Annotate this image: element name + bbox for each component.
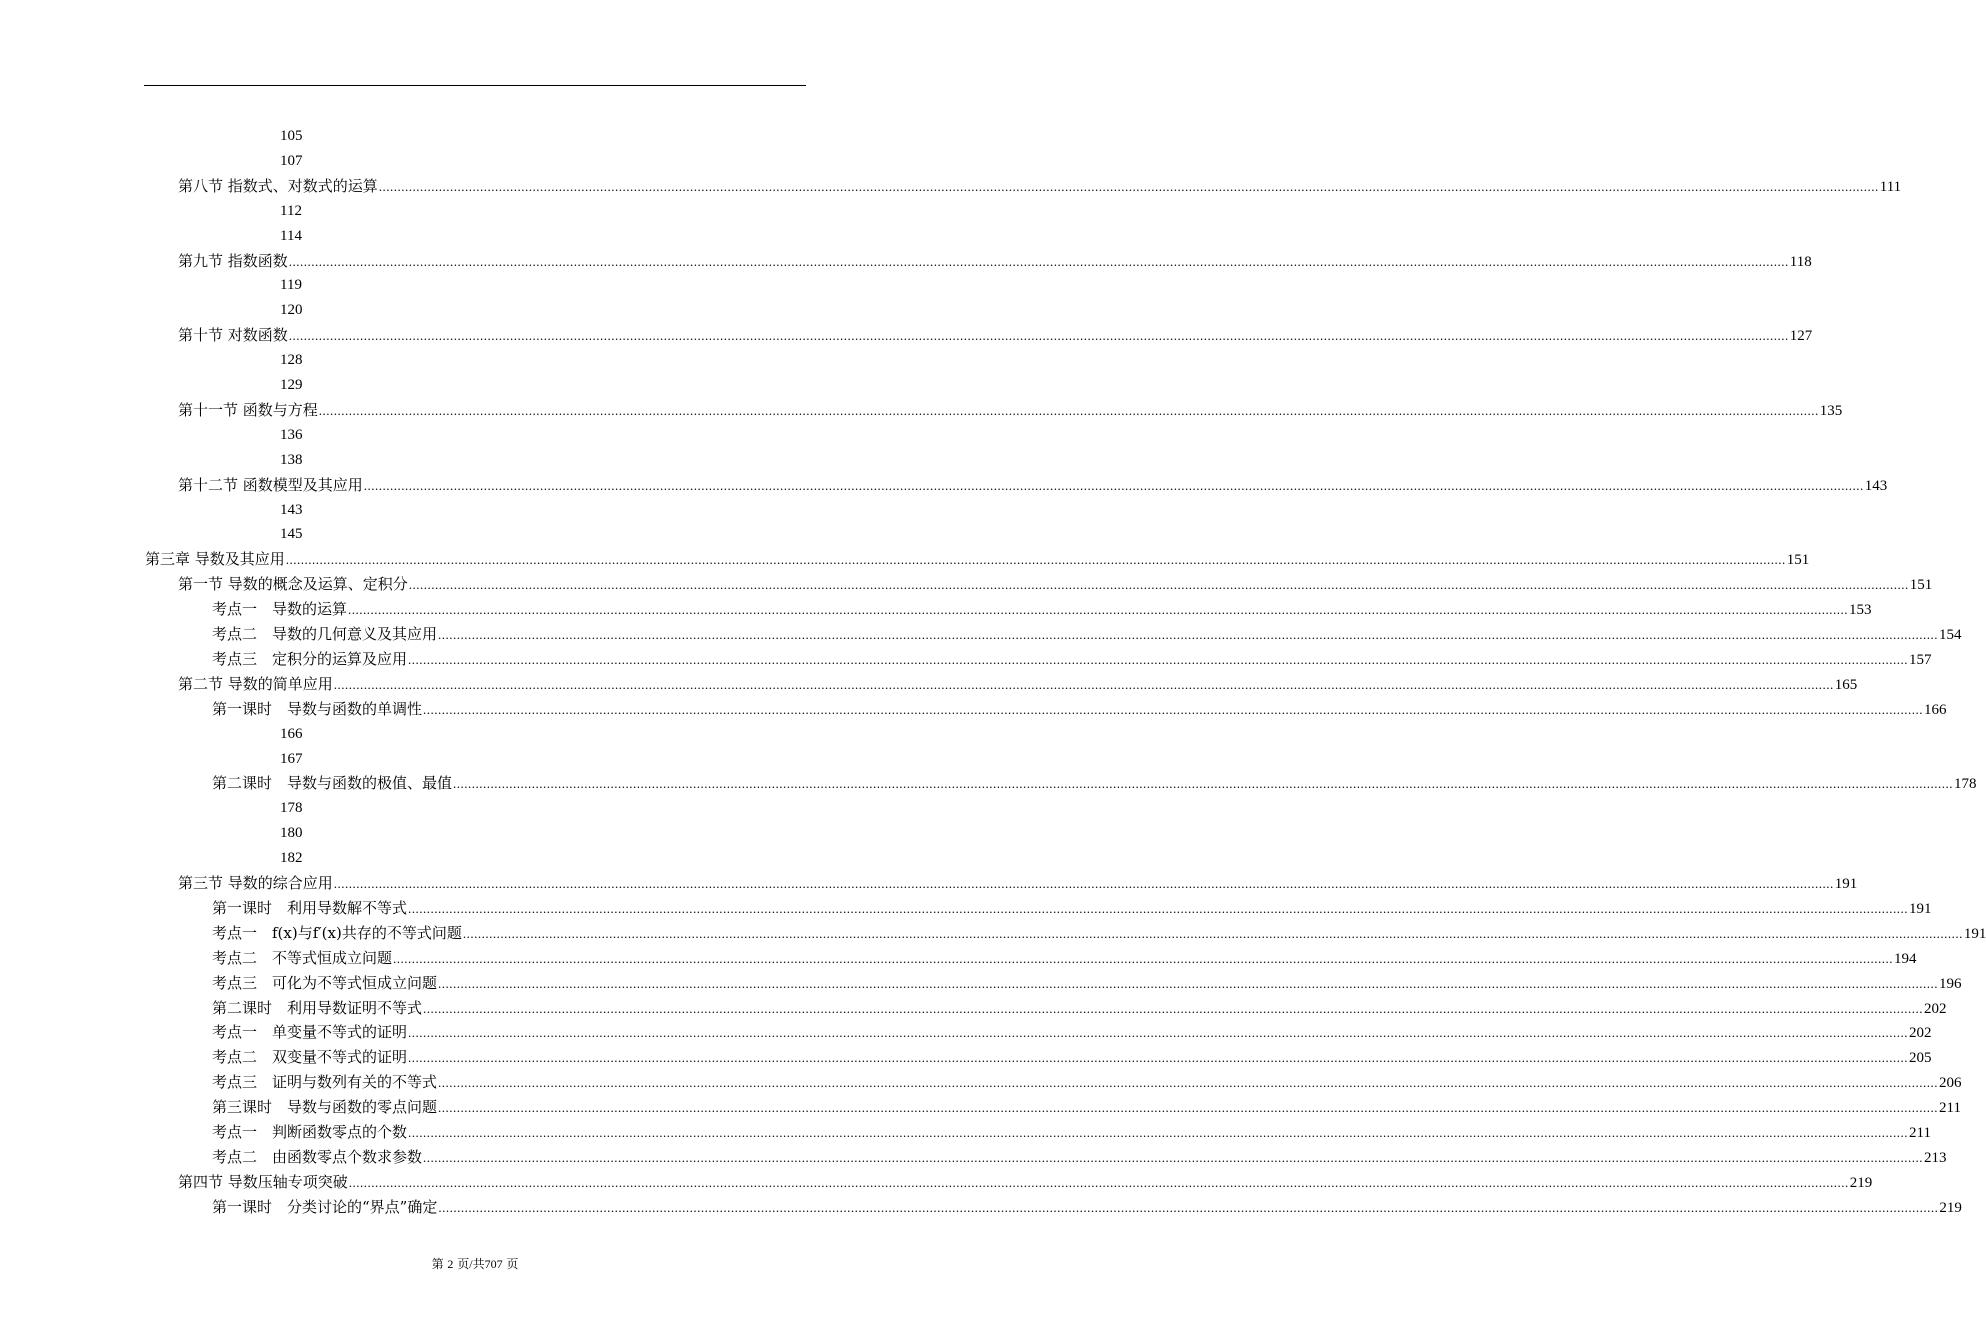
toc-dot-leader: ................................................................................................................................................................................................................................................................................................................................................................................................................ [318, 402, 1819, 418]
toc-section-entry[interactable] [178, 572, 1933, 596]
toc-entry-page: 153 [1849, 602, 1872, 619]
toc-subsection-entry[interactable] [212, 1095, 1961, 1119]
toc-dot-leader: ................................................................................................................................................................................................................................................................................................................................................................................................................ [438, 627, 1939, 642]
footer-total-pages: 707 [484, 1257, 503, 1271]
toc-subsection-entry[interactable] [212, 647, 1932, 671]
toc-page-number-entry[interactable] [280, 373, 303, 397]
toc-entry-title: 第二课时 导数与函数的极值、最值 [212, 774, 453, 793]
toc-entry-title: 第八节 指数式、对数式的运算 [178, 176, 378, 195]
toc-page-number: 138 [280, 451, 303, 468]
toc-page-number: 112 [280, 202, 302, 219]
toc-subsection-entry[interactable] [212, 971, 1962, 995]
toc-section-entry[interactable] [178, 473, 1888, 497]
toc-subsection-entry[interactable] [212, 896, 1932, 920]
toc-dot-leader: ................................................................................................................................................................................................................................................................................................................................................................................................................ [408, 651, 1909, 667]
toc-entry-title: 第一课时 分类讨论的“界点”确定 [212, 1197, 438, 1216]
toc-subsection-entry[interactable] [212, 771, 1977, 795]
toc-page-number: 114 [280, 227, 302, 244]
toc-page-number-entry[interactable] [280, 224, 302, 248]
toc-entry-title: 考点一 判断函数零点的个数 [212, 1123, 408, 1141]
toc-page-number: 167 [280, 750, 303, 767]
toc-entry-page: 213 [1924, 1149, 1947, 1166]
toc-dot-leader: ................................................................................................................................................................................................................................................................................................................................................................................................................ [408, 1050, 1909, 1066]
toc-entry-page: 111 [1879, 178, 1902, 195]
toc-entry-page: 211 [1909, 1125, 1931, 1141]
toc-entry-page: 118 [1789, 253, 1812, 270]
toc-entry-page: 196 [1939, 975, 1962, 992]
footer-prefix: 第 [431, 1257, 444, 1271]
toc-subsection-entry[interactable] [212, 622, 1962, 646]
toc-dot-leader: ................................................................................................................................................................................................................................................................................................................................................................................................................ [378, 178, 1879, 194]
header-rule [144, 85, 806, 86]
toc-page-number-entry[interactable] [280, 348, 303, 372]
toc-entry-page: 151 [1786, 552, 1810, 569]
toc-dot-leader: ................................................................................................................................................................................................................................................................................................................................................................................................................ [438, 1075, 1939, 1091]
toc-entry-title: 考点二 双变量不等式的证明 [212, 1048, 408, 1067]
toc-dot-leader: ................................................................................................................................................................................................................................................................................................................................................................................................................ [453, 776, 1954, 792]
toc-entry-title: 第二课时 利用导数证明不等式 [212, 998, 423, 1017]
toc-entry-page: 202 [1909, 1025, 1932, 1042]
toc-subsection-entry[interactable] [212, 1020, 1932, 1044]
toc-page-number-entry[interactable] [280, 522, 303, 546]
toc-page-number: 145 [280, 526, 303, 543]
toc-entry-page: 166 [1924, 701, 1947, 718]
toc-section-entry[interactable] [178, 672, 1858, 696]
page-footer [0, 1255, 950, 1272]
toc-page-number-entry[interactable] [280, 199, 302, 223]
toc-page-number: 128 [280, 352, 303, 369]
toc-page-number: 120 [280, 302, 303, 319]
toc-page-number: 178 [280, 800, 303, 817]
toc-entry-page: 194 [1894, 950, 1917, 967]
toc-entry-title: 第三章 导数及其应用 [145, 550, 285, 569]
toc-entry-title: 第一课时 利用导数解不等式 [212, 898, 408, 917]
toc-dot-leader: ................................................................................................................................................................................................................................................................................................................................................................................................................ [408, 577, 1909, 593]
toc-entry-title: 第一节 导数的概念及运算、定积分 [178, 575, 408, 594]
toc-dot-leader: ................................................................................................................................................................................................................................................................................................................................................................................................................ [423, 1000, 1924, 1016]
toc-page-number: 182 [280, 850, 303, 867]
toc-entry-page: 151 [1909, 577, 1933, 594]
toc-entry-page: 219 [1849, 1174, 1873, 1191]
toc-subsection-entry[interactable] [212, 996, 1947, 1020]
toc-entry-page: 219 [1939, 1199, 1962, 1216]
toc-entry-page: 206 [1939, 1075, 1962, 1092]
toc-dot-leader: ................................................................................................................................................................................................................................................................................................................................................................................................................ [408, 1125, 1909, 1140]
toc-dot-leader: ................................................................................................................................................................................................................................................................................................................................................................................................................ [285, 552, 1786, 568]
toc-page-number: 107 [280, 152, 303, 169]
toc-dot-leader: ................................................................................................................................................................................................................................................................................................................................................................................................................ [438, 1199, 1939, 1215]
toc-entry-title: 考点三 定积分的运算及应用 [212, 649, 408, 668]
footer-current-page: 2 [447, 1257, 454, 1271]
toc-page-number: 129 [280, 377, 303, 393]
toc-subsection-entry[interactable] [212, 946, 1917, 970]
toc-entry-title: 考点一 导数的运算 [212, 600, 348, 619]
toc-page-number-entry[interactable] [280, 149, 303, 173]
toc-page-number-entry[interactable] [280, 722, 303, 746]
toc-entry-title: 第十节 对数函数 [178, 326, 288, 345]
toc-dot-leader: ................................................................................................................................................................................................................................................................................................................................................................................................................ [363, 477, 1864, 493]
toc-section-entry[interactable] [178, 323, 1813, 347]
toc-entry-title: 考点一 f(x)与f′(x)共存的不等式问题 [212, 923, 462, 942]
toc-entry-page: 202 [1924, 1000, 1947, 1017]
toc-subsection-entry[interactable] [212, 597, 1872, 621]
toc-page-number: 136 [280, 426, 303, 443]
toc-page-number: 143 [280, 501, 303, 518]
toc-chapter-entry[interactable] [145, 547, 1810, 571]
toc-entry-title: 第四节 导数压轴专项突破 [178, 1172, 348, 1191]
toc-dot-leader: ................................................................................................................................................................................................................................................................................................................................................................................................................ [348, 1174, 1849, 1190]
toc-section-entry[interactable] [178, 398, 1843, 422]
toc-entry-title: 第三课时 导数与函数的零点问题 [212, 1098, 438, 1117]
toc-dot-leader: ................................................................................................................................................................................................................................................................................................................................................................................................................ [438, 975, 1939, 991]
toc-dot-leader: ................................................................................................................................................................................................................................................................................................................................................................................................................ [288, 328, 1789, 344]
toc-entry-title: 考点三 证明与数列有关的不等式 [212, 1073, 438, 1092]
toc-dot-leader: ................................................................................................................................................................................................................................................................................................................................................................................................................ [333, 676, 1834, 692]
toc-subsection-entry[interactable] [212, 1070, 1962, 1094]
toc-dot-leader: ................................................................................................................................................................................................................................................................................................................................................................................................................ [393, 950, 1894, 966]
toc-entry-title: 考点二 不等式恒成立问题 [212, 948, 393, 967]
toc-entry-page: 191 [1963, 925, 1986, 942]
toc-entry-page: 154 [1939, 627, 1962, 643]
toc-page-number: 180 [280, 825, 303, 842]
toc-page-number-entry[interactable] [280, 273, 302, 297]
toc-dot-leader: ................................................................................................................................................................................................................................................................................................................................................................................................................ [462, 925, 1963, 941]
toc-entry-page: 191 [1834, 876, 1858, 892]
toc-page-number-entry[interactable] [280, 796, 303, 820]
toc-page-number-entry[interactable] [280, 448, 303, 472]
toc-dot-leader: ................................................................................................................................................................................................................................................................................................................................................................................................................ [333, 876, 1834, 891]
toc-dot-leader: ................................................................................................................................................................................................................................................................................................................................................................................................................ [408, 1025, 1909, 1041]
toc-entry-title: 考点一 单变量不等式的证明 [212, 1023, 408, 1042]
footer-suffix: 页 [506, 1257, 519, 1271]
toc-entry-page: 165 [1834, 676, 1858, 693]
toc-entry-page: 127 [1789, 328, 1813, 345]
toc-section-entry[interactable] [178, 174, 1902, 198]
toc-dot-leader: ................................................................................................................................................................................................................................................................................................................................................................................................................ [348, 602, 1849, 618]
toc-entry-title: 考点三 可化为不等式恒成立问题 [212, 973, 438, 992]
toc-entry-title: 第三节 导数的综合应用 [178, 874, 333, 892]
toc-subsection-entry[interactable] [212, 1195, 1962, 1219]
toc-entry-page: 205 [1909, 1050, 1932, 1067]
toc-subsection-entry[interactable] [212, 1045, 1932, 1069]
toc-entry-title: 第十一节 函数与方程 [178, 400, 318, 419]
toc-entry-page: 191 [1909, 900, 1932, 917]
toc-dot-leader: ................................................................................................................................................................................................................................................................................................................................................................................................................ [423, 701, 1924, 717]
toc-page-number-entry[interactable] [280, 498, 303, 522]
toc-page-number: 119 [280, 277, 302, 294]
toc-entry-page: 135 [1819, 402, 1843, 419]
toc-entry-title: 考点二 由函数零点个数求参数 [212, 1147, 423, 1166]
footer-middle: 页/共 [457, 1257, 485, 1271]
toc-entry-page: 157 [1909, 651, 1932, 668]
toc-dot-leader: ................................................................................................................................................................................................................................................................................................................................................................................................................ [438, 1100, 1939, 1116]
toc-section-entry[interactable] [178, 249, 1812, 273]
toc-entry-title: 第一课时 导数与函数的单调性 [212, 699, 423, 718]
toc-page-number: 166 [280, 725, 303, 742]
toc-subsection-entry[interactable] [212, 1120, 1931, 1144]
toc-section-entry[interactable] [178, 871, 1858, 895]
toc-page-number: 105 [280, 128, 303, 144]
toc-page-number-entry[interactable] [280, 821, 303, 845]
toc-section-entry[interactable] [178, 1170, 1873, 1194]
toc-entry-title: 考点二 导数的几何意义及其应用 [212, 625, 438, 643]
toc-page-number-entry[interactable] [280, 846, 303, 870]
toc-subsection-entry[interactable] [212, 921, 1986, 945]
toc-page-number-entry[interactable] [280, 747, 303, 771]
toc-page-number-entry[interactable] [280, 423, 303, 447]
toc-entry-title: 第二节 导数的简单应用 [178, 674, 333, 693]
toc-entry-page: 211 [1939, 1100, 1961, 1117]
toc-dot-leader: ................................................................................................................................................................................................................................................................................................................................................................................................................ [408, 900, 1909, 916]
toc-entry-title: 第十二节 函数模型及其应用 [178, 475, 363, 494]
toc-entry-page: 143 [1864, 477, 1888, 494]
toc-dot-leader: ................................................................................................................................................................................................................................................................................................................................................................................................................ [423, 1149, 1924, 1165]
toc-subsection-entry[interactable] [212, 697, 1947, 721]
toc-page-number-entry[interactable] [280, 298, 303, 322]
toc-page-number-entry[interactable] [280, 124, 303, 148]
toc-dot-leader: ................................................................................................................................................................................................................................................................................................................................................................................................................ [288, 253, 1789, 269]
toc-entry-title: 第九节 指数函数 [178, 251, 288, 270]
toc-entry-page: 178 [1954, 776, 1977, 793]
toc-subsection-entry[interactable] [212, 1145, 1947, 1169]
